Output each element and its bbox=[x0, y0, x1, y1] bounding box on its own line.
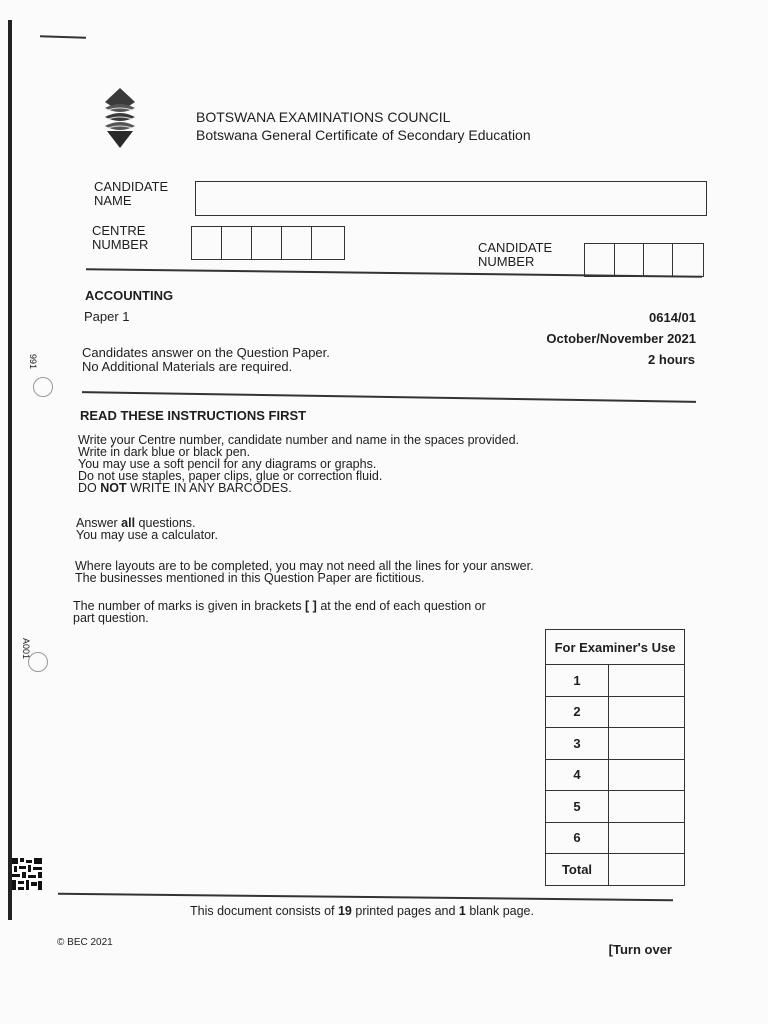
mark-cell bbox=[609, 822, 685, 854]
table-row bbox=[546, 759, 685, 791]
instruction-line: You may use a calculator. bbox=[76, 528, 218, 542]
examiner-table-heading: For Examiner's Use bbox=[546, 630, 685, 665]
instruction-line: The businesses mentioned in this Question Paper are fictitious. bbox=[75, 571, 425, 585]
digit-cell[interactable] bbox=[222, 227, 252, 259]
divider bbox=[58, 893, 673, 901]
question-number: 4 bbox=[546, 759, 609, 791]
punch-hole bbox=[28, 652, 48, 672]
instruction-line: Write in dark blue or black pen. bbox=[78, 445, 251, 459]
instructions-heading: READ THESE INSTRUCTIONS FIRST bbox=[80, 408, 307, 423]
table-row bbox=[546, 791, 685, 823]
mark-cell bbox=[609, 696, 685, 728]
exam-session: October/November 2021 bbox=[546, 331, 696, 346]
instruction-line: The number of marks is given in brackets [ ] at the end of each question or bbox=[73, 599, 486, 613]
digit-cell[interactable] bbox=[673, 244, 703, 276]
instructions-block-3 bbox=[75, 560, 534, 584]
instructions-block-1 bbox=[78, 434, 519, 494]
exam-duration: 2 hours bbox=[648, 352, 695, 367]
total-cell bbox=[609, 854, 685, 886]
examiner-use-table bbox=[545, 629, 685, 886]
table-row bbox=[546, 728, 685, 760]
candidate-name-field[interactable] bbox=[195, 181, 707, 216]
digit-cell[interactable] bbox=[615, 244, 644, 276]
qualification-name: Botswana General Certificate of Secondary Education bbox=[196, 127, 531, 143]
margin-code-bottom: A001 bbox=[21, 638, 31, 660]
mark-cell bbox=[609, 759, 685, 791]
council-name: BOTSWANA EXAMINATIONS COUNCIL bbox=[196, 109, 451, 125]
page-count-note: This document consists of 19 printed pages and 1 blank page. bbox=[190, 904, 534, 918]
instruction-line: Where layouts are to be completed, you may not need all the lines for your answer. bbox=[75, 559, 534, 573]
question-number: 6 bbox=[546, 822, 609, 854]
digit-cell[interactable] bbox=[192, 227, 222, 259]
materials-note: Candidates answer on the Question Paper. No Additional Materials are required. bbox=[82, 345, 330, 374]
scan-edge bbox=[8, 20, 12, 920]
instruction-line: DO NOT WRITE IN ANY BARCODES. bbox=[78, 481, 292, 495]
instructions-block-4 bbox=[73, 600, 486, 624]
subject-title: ACCOUNTING bbox=[85, 288, 174, 303]
digit-cell[interactable] bbox=[644, 244, 673, 276]
bec-logo-icon bbox=[102, 86, 138, 150]
divider bbox=[82, 391, 696, 402]
mark-cell bbox=[609, 665, 685, 697]
question-number: 5 bbox=[546, 791, 609, 823]
table-row bbox=[546, 696, 685, 728]
scan-mark bbox=[40, 35, 86, 39]
candidate-name-label: CANDIDATE NAME bbox=[94, 179, 169, 208]
instruction-line: Do not use staples, paper clips, glue or correction fluid. bbox=[78, 469, 383, 483]
mark-cell bbox=[609, 728, 685, 760]
question-number: 3 bbox=[546, 728, 609, 760]
instruction-line: You may use a soft pencil for any diagrams or graphs. bbox=[78, 457, 377, 471]
question-number: 2 bbox=[546, 696, 609, 728]
punch-hole bbox=[33, 377, 53, 397]
turn-over: [Turn over bbox=[608, 942, 672, 957]
margin-code-top: 991 bbox=[28, 354, 38, 370]
digit-cell[interactable] bbox=[282, 227, 312, 259]
centre-number-label: CENTRE NUMBER bbox=[92, 223, 149, 252]
council-header bbox=[196, 108, 531, 144]
copyright: © BEC 2021 bbox=[57, 937, 113, 948]
total-label: Total bbox=[546, 854, 609, 886]
digit-cell[interactable] bbox=[252, 227, 282, 259]
instructions-block-2 bbox=[76, 517, 218, 541]
candidate-number-field[interactable] bbox=[584, 243, 704, 277]
instruction-line: Answer all questions. bbox=[76, 516, 196, 530]
instruction-line: Write your Centre number, candidate number and name in the spaces provided. bbox=[78, 433, 519, 447]
barcode-icon bbox=[12, 858, 42, 890]
table-row bbox=[546, 854, 685, 886]
digit-cell[interactable] bbox=[585, 244, 615, 276]
question-number: 1 bbox=[546, 665, 609, 697]
syllabus-code: 0614/01 bbox=[649, 310, 696, 325]
paper-number: Paper 1 bbox=[84, 309, 130, 324]
table-row bbox=[546, 665, 685, 697]
instruction-line: part question. bbox=[73, 611, 149, 625]
centre-number-field[interactable] bbox=[191, 226, 345, 260]
table-row bbox=[546, 822, 685, 854]
mark-cell bbox=[609, 791, 685, 823]
digit-cell[interactable] bbox=[312, 227, 342, 259]
candidate-number-label: CANDIDATE NUMBER bbox=[478, 240, 553, 269]
